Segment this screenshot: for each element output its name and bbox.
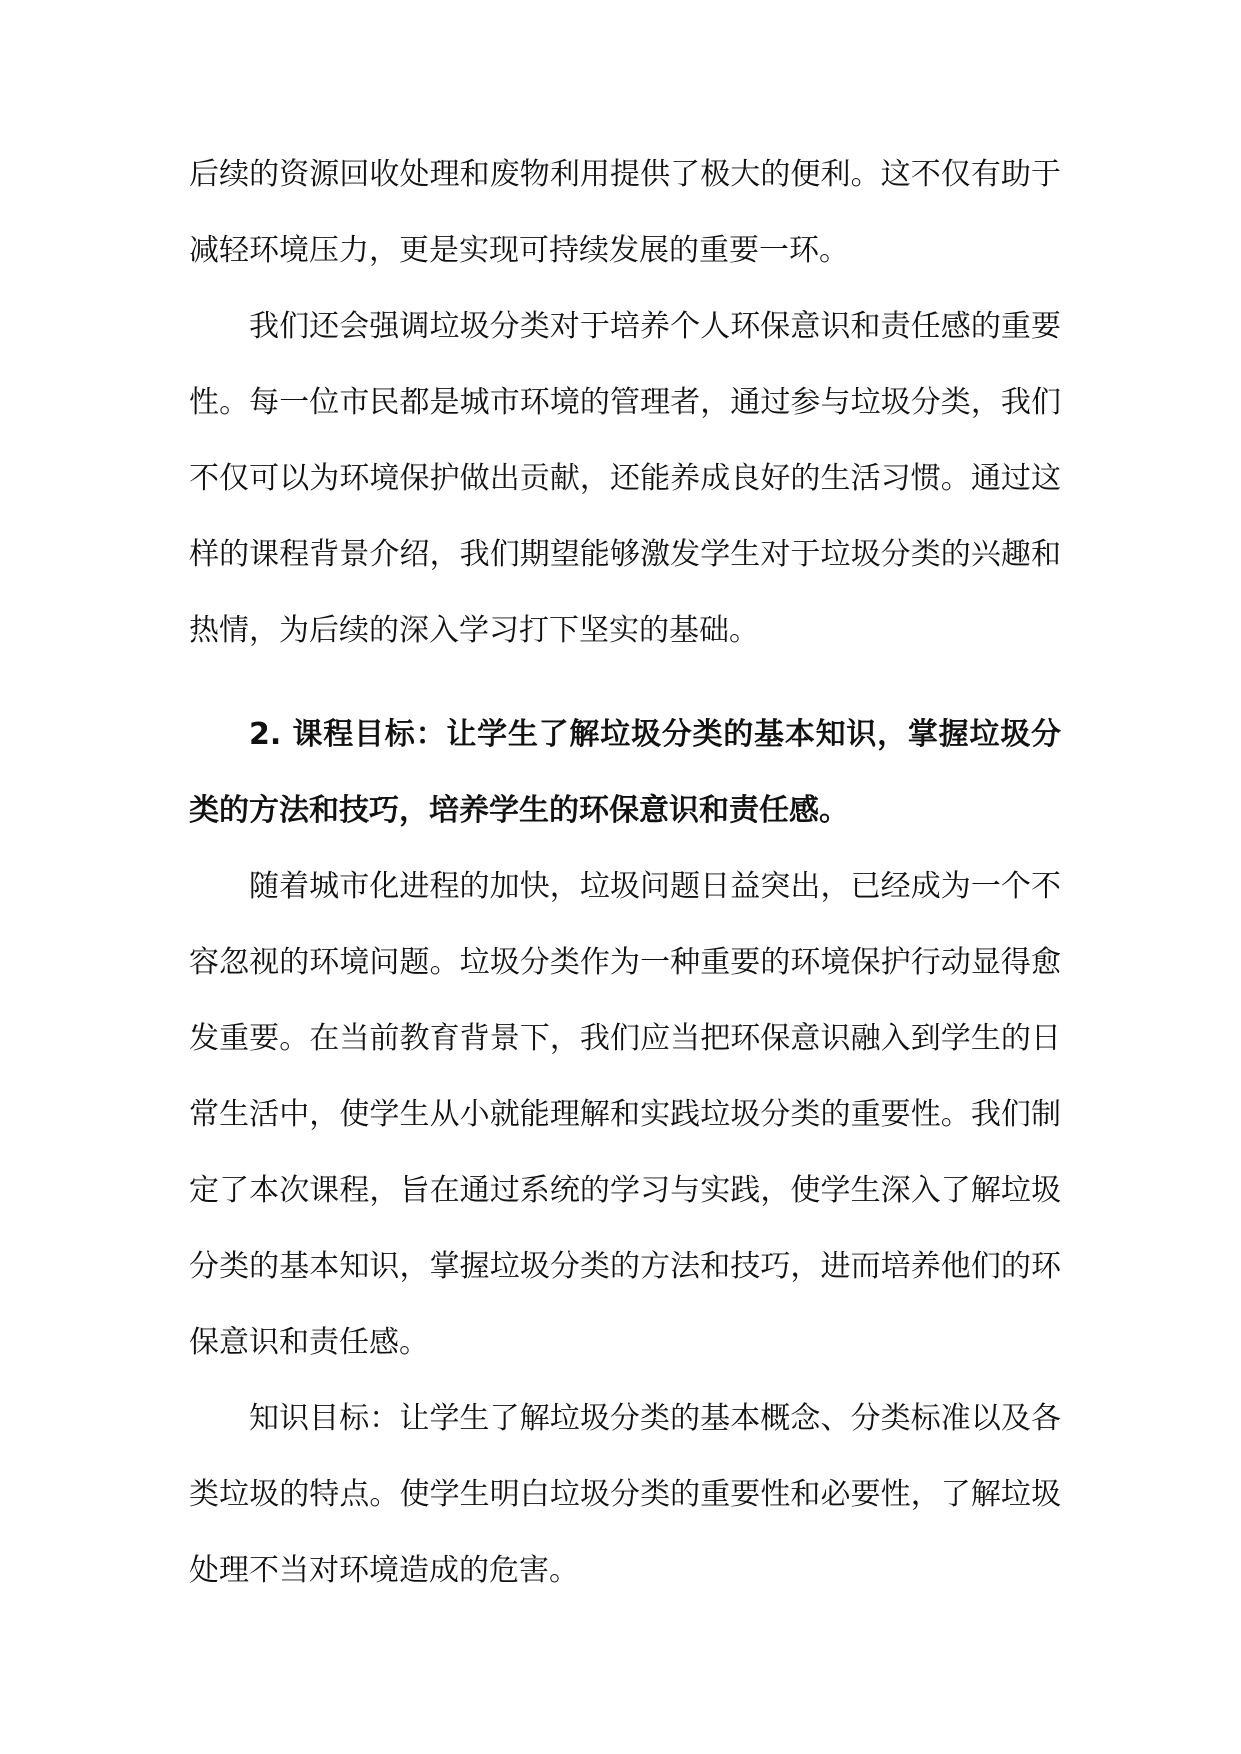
paragraph-urbanization: 随着城市化进程的加快，垃圾问题日益突出，已经成为一个不容忽视的环境问题。垃圾分类作为一种重要的环境保护行动显得愈发重要。在当前教育背景下，我们应当把环保意识融入到学生的日常生活中，使学生从小就能理解和实践垃圾分类的重要性。我们制定了本次课程，旨在通过系统的学习与实践，使学生深入了解垃圾分类的基本知识，掌握垃圾分类的方法和技巧，进而培养他们的环保意识和责任感。 bbox=[189, 869, 1061, 1360]
paragraph-knowledge-goals: 知识目标：让学生了解垃圾分类的基本概念、分类标准以及各类垃圾的特点。使学生明白垃圾分类的重要性和必要性，了解垃圾处理不当对环境造成的危害。 bbox=[189, 1401, 1061, 1588]
paragraph-awareness: 我们还会强调垃圾分类对于培养个人环保意识和责任感的重要性。每一位市民都是城市环境的管理者，通过参与垃圾分类，我们不仅可以为环境保护做出贡献，还能养成良好的生活习惯。通过这样的课程背景介绍，我们期望能够激发学生对于垃圾分类的兴趣和热情，为后续的深入学习打下坚实的基础。 bbox=[189, 309, 1061, 648]
section-heading-course-goals: 2. 课程目标：让学生了解垃圾分类的基本知识，掌握垃圾分类的方法和技巧，培养学生的环保意识和责任感。 bbox=[189, 717, 1061, 828]
paragraph-continuation: 后续的资源回收处理和废物利用提供了极大的便利。这不仅有助于减轻环境压力，更是实现可持续发展的重要一环。 bbox=[189, 157, 1061, 268]
document-body bbox=[189, 137, 1061, 1609]
